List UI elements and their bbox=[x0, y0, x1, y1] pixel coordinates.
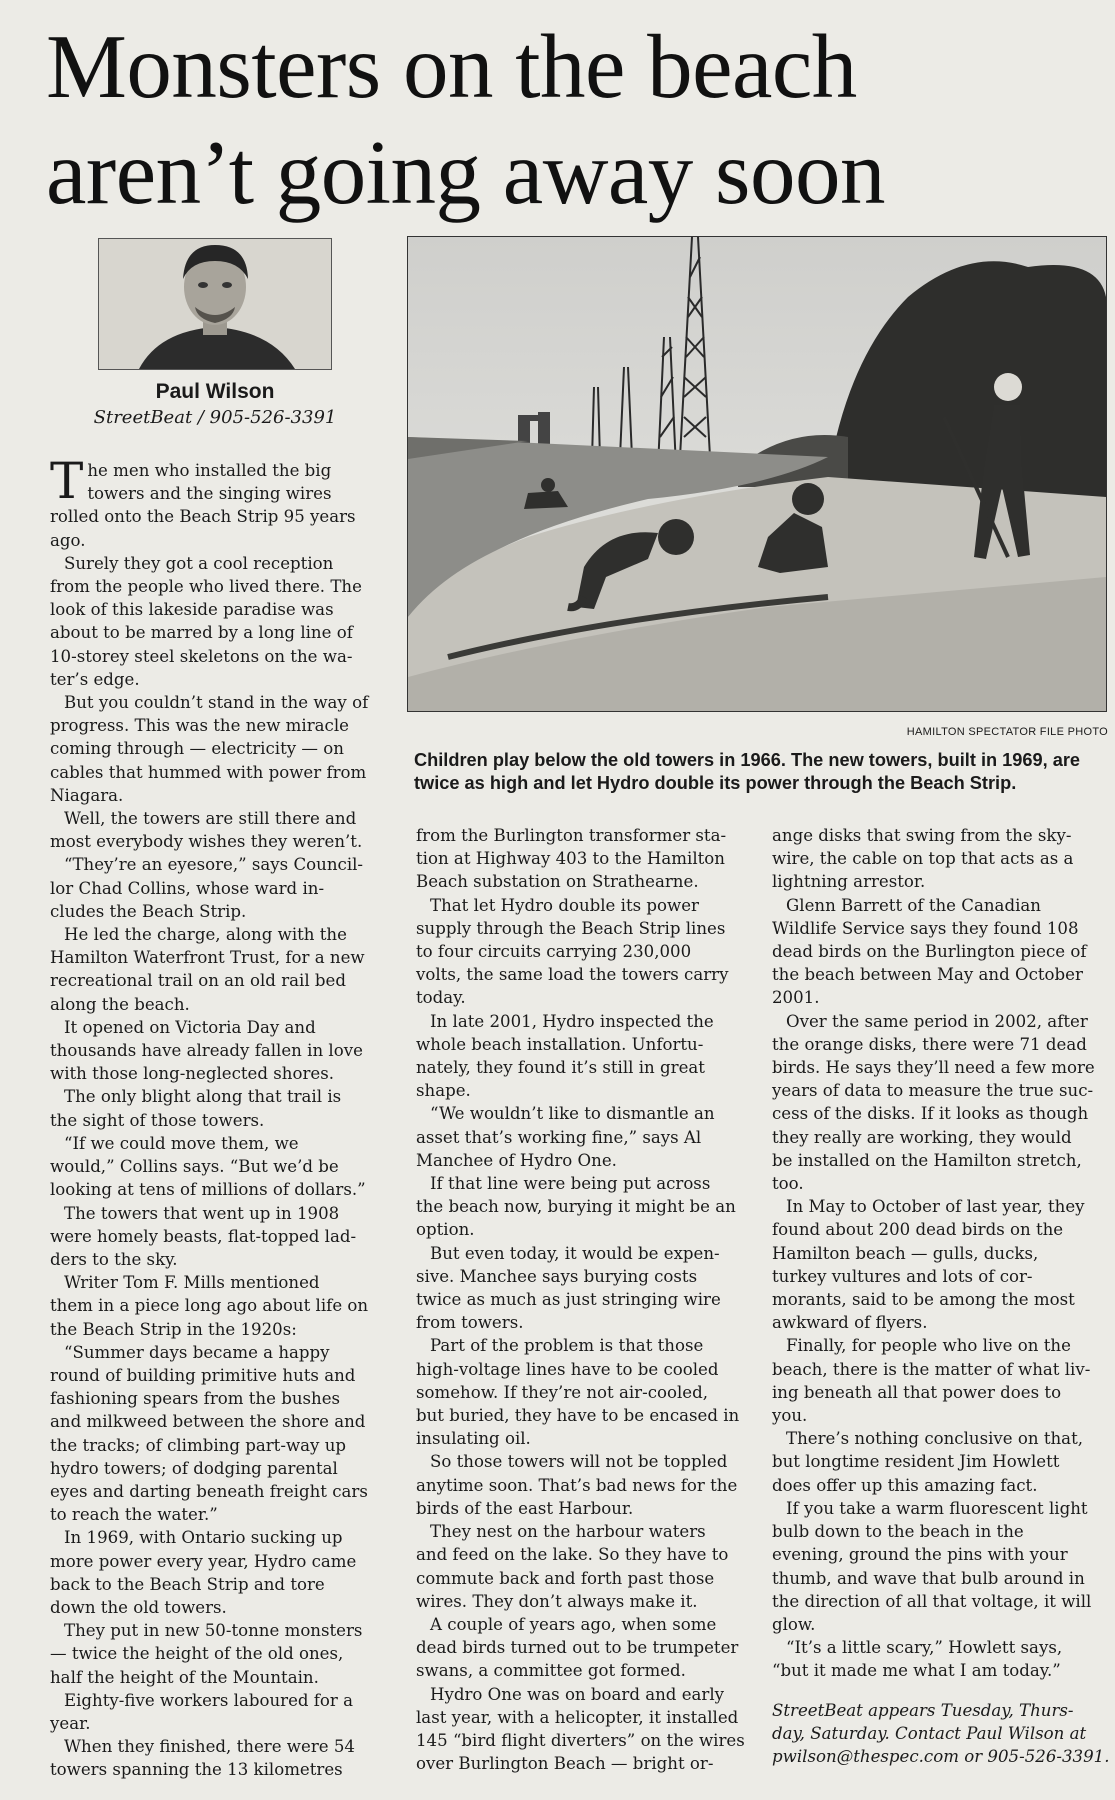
article-line: “We wouldn’t like to dismantle an bbox=[430, 1104, 715, 1124]
byline-column: StreetBeat / 905-526-3391 bbox=[93, 407, 337, 428]
article-line: If that line were being put across bbox=[430, 1174, 711, 1194]
article-line: nately, they found it’s still in great bbox=[416, 1058, 705, 1078]
article-line: That let Hydro double its power bbox=[430, 895, 699, 915]
article-line: Finally, for people who live on the bbox=[786, 1336, 1071, 1356]
article-line: today. bbox=[416, 988, 466, 1008]
article-line: option. bbox=[416, 1220, 475, 1240]
article-line: found about 200 dead birds on the bbox=[772, 1220, 1064, 1240]
article-line: In late 2001, Hydro inspected the bbox=[430, 1011, 714, 1031]
beach-photo bbox=[407, 236, 1107, 712]
article-line: beach, there is the matter of what liv- bbox=[772, 1359, 1091, 1379]
article-line: awkward of flyers. bbox=[772, 1313, 928, 1333]
article-line: But you couldn’t stand in the way of bbox=[64, 693, 369, 713]
article-line: cables that hummed with power from bbox=[50, 762, 367, 782]
article-column-3 bbox=[772, 824, 1112, 1768]
article-line: In 1969, with Ontario sucking up bbox=[64, 1528, 343, 1548]
article-line: along the beach. bbox=[50, 994, 190, 1014]
article-line: down the old towers. bbox=[50, 1597, 227, 1617]
article-column-2 bbox=[416, 824, 756, 1775]
article-line: dead birds turned out to be trumpeter bbox=[416, 1638, 739, 1658]
article-line: — twice the height of the old ones, bbox=[50, 1644, 344, 1664]
article-line: year. bbox=[50, 1713, 91, 1733]
article-line: to four circuits carrying 230,000 bbox=[416, 942, 692, 962]
article-line: The only blight along that trail is bbox=[64, 1087, 342, 1107]
article-line: high-voltage lines have to be cooled bbox=[416, 1359, 719, 1379]
article-line: fashioning spears from the bushes bbox=[50, 1389, 341, 1409]
headline-line-1: Monsters on the beach bbox=[46, 16, 857, 117]
article-line: Eighty-five workers laboured for a bbox=[64, 1690, 354, 1710]
article-line: “Summer days became a happy bbox=[64, 1342, 330, 1362]
article-line: wires. They don’t always make it. bbox=[416, 1591, 698, 1611]
article-line: from the people who lived there. The bbox=[50, 577, 362, 597]
article-line: shape. bbox=[416, 1081, 471, 1101]
headline bbox=[46, 14, 1086, 226]
article-line: but buried, they have to be encased in bbox=[416, 1406, 740, 1426]
article-line: towers and the singing wires bbox=[87, 484, 332, 504]
columnist-photo bbox=[98, 238, 332, 370]
article-line: eyes and darting beneath freight cars bbox=[50, 1481, 368, 1501]
article-line: half the height of the Mountain. bbox=[50, 1667, 319, 1687]
article-line: progress. This was the new miracle bbox=[50, 716, 349, 736]
article-line: cess of the disks. If it looks as though bbox=[772, 1104, 1089, 1124]
article-line: years of data to measure the true suc- bbox=[772, 1081, 1094, 1101]
headline-line-2: aren’t going away soon bbox=[46, 122, 885, 223]
article-line: bulb down to the beach in the bbox=[772, 1522, 1024, 1542]
article-line: evening, ground the pins with your bbox=[772, 1545, 1068, 1565]
article-line: Wildlife Service says they found 108 bbox=[772, 918, 1079, 938]
article-line: Surely they got a cool reception bbox=[64, 553, 334, 573]
article-line: but longtime resident Jim Howlett bbox=[772, 1452, 1060, 1472]
article-line: Hamilton Waterfront Trust, for a new bbox=[50, 948, 365, 968]
article-line: look of this lakeside paradise was bbox=[50, 600, 334, 620]
article-line: They nest on the harbour waters bbox=[430, 1522, 706, 1542]
article-line: If you take a warm fluorescent light bbox=[786, 1498, 1088, 1518]
article-line: to reach the water.” bbox=[50, 1505, 218, 1525]
article-line: birds of the east Harbour. bbox=[416, 1498, 634, 1518]
article-line: last year, with a helicopter, it installed bbox=[416, 1707, 739, 1727]
article-line: turkey vultures and lots of cor- bbox=[772, 1266, 1033, 1286]
article-line: Glenn Barrett of the Canadian bbox=[786, 895, 1041, 915]
article-line: Part of the problem is that those bbox=[430, 1336, 704, 1356]
article-line: Well, the towers are still there and bbox=[64, 809, 357, 829]
article-line: dead birds on the Burlington piece of bbox=[772, 942, 1087, 962]
article-line: the direction of all that voltage, it will bbox=[772, 1591, 1092, 1611]
photo-credit: HAMILTON SPECTATOR FILE PHOTO bbox=[906, 726, 1108, 738]
article-line: lor Chad Collins, whose ward in- bbox=[50, 878, 325, 898]
article-line: would,” Collins says. “But we’d be bbox=[50, 1157, 339, 1177]
article-line: Writer Tom F. Mills mentioned bbox=[64, 1273, 320, 1293]
article-line: and feed on the lake. So they have to bbox=[416, 1545, 729, 1565]
article-line: “If we could move them, we bbox=[64, 1133, 299, 1153]
article-line: whole beach installation. Unfortu- bbox=[416, 1034, 704, 1054]
article-line: the orange disks, there were 71 dead bbox=[772, 1034, 1087, 1054]
article-line: In May to October of last year, they bbox=[786, 1197, 1085, 1217]
article-line: volts, the same load the towers carry bbox=[416, 965, 729, 985]
article-line: the Beach Strip in the 1920s: bbox=[50, 1319, 297, 1339]
byline-name: Paul Wilson bbox=[155, 380, 275, 403]
article-line: ders to the sky. bbox=[50, 1249, 178, 1269]
article-line: 2001. bbox=[772, 988, 820, 1008]
article-line: from towers. bbox=[416, 1313, 524, 1333]
article-line: “They’re an eyesore,” says Council- bbox=[64, 855, 364, 875]
article-line: wire, the cable on top that acts as a bbox=[772, 849, 1074, 869]
article-line: Over the same period in 2002, after bbox=[786, 1011, 1088, 1031]
article-line: Hamilton beach — gulls, ducks, bbox=[772, 1243, 1039, 1263]
article-line: insulating oil. bbox=[416, 1429, 531, 1449]
article-line: he men who installed the big bbox=[87, 461, 332, 480]
article-line: There’s nothing conclusive on that, bbox=[786, 1429, 1084, 1449]
article-line: more power every year, Hydro came bbox=[50, 1551, 357, 1571]
article-line: round of building primitive huts and bbox=[50, 1365, 356, 1385]
article-line: But even today, it would be expen- bbox=[430, 1243, 720, 1263]
article-line: somehow. If they’re not air-cooled, bbox=[416, 1382, 709, 1402]
article-line: lightning arrestor. bbox=[772, 872, 926, 892]
article-line: ter’s edge. bbox=[50, 669, 140, 689]
article-line: It opened on Victoria Day and bbox=[64, 1017, 316, 1037]
article-line: Manchee of Hydro One. bbox=[416, 1150, 617, 1170]
article-line: the sight of those towers. bbox=[50, 1110, 265, 1130]
article-line: They put in new 50-tonne monsters bbox=[64, 1621, 363, 1641]
columnist-portrait-icon bbox=[99, 239, 331, 369]
article-line: recreational trail on an old rail bed bbox=[50, 971, 346, 991]
article-line: the beach now, burying it might be an bbox=[416, 1197, 736, 1217]
article-line: them in a piece long ago about life on bbox=[50, 1296, 369, 1316]
article-line: too. bbox=[772, 1174, 804, 1194]
article-line: supply through the Beach Strip lines bbox=[416, 918, 726, 938]
article-line: with those long-neglected shores. bbox=[50, 1064, 334, 1084]
article-line: swans, a committee got formed. bbox=[416, 1661, 686, 1681]
article-line: So those towers will not be toppled bbox=[430, 1452, 728, 1472]
article-line: When they finished, there were 54 bbox=[64, 1737, 355, 1757]
article-line: Niagara. bbox=[50, 785, 124, 805]
article-column-1 bbox=[50, 452, 390, 1782]
article-line: glow. bbox=[772, 1614, 816, 1634]
article-line: twice as much as just stringing wire bbox=[416, 1290, 721, 1310]
article-line: cludes the Beach Strip. bbox=[50, 901, 247, 921]
article-line: morants, said to be among the most bbox=[772, 1290, 1075, 1310]
article-line: towers spanning the 13 kilometres bbox=[50, 1760, 343, 1780]
article-line: most everybody wishes they weren’t. bbox=[50, 832, 363, 852]
article-line: Hydro One was on board and early bbox=[430, 1684, 725, 1704]
article-line: the tracks; of climbing part-way up bbox=[50, 1435, 347, 1455]
article-line: 145 “bird flight diverters” on the wires bbox=[416, 1730, 745, 1750]
article-line: A couple of years ago, when some bbox=[430, 1614, 717, 1634]
article-line: Beach substation on Strathearne. bbox=[416, 872, 699, 892]
article-line: ange disks that swing from the sky- bbox=[772, 826, 1072, 845]
article-line: coming through — electricity — on bbox=[50, 739, 344, 759]
article-line: “but it made me what I am today.” bbox=[772, 1661, 1061, 1681]
article-line: sive. Manchee says burying costs bbox=[416, 1266, 698, 1286]
caption-line-2: twice as high and let Hydro double its power through the Beach Strip. bbox=[414, 773, 1017, 793]
article-line: looking at tens of millions of dollars.” bbox=[50, 1180, 366, 1200]
article-line: “It’s a little scary,” Howlett says, bbox=[786, 1638, 1063, 1658]
article-line: anytime soon. That’s bad news for the bbox=[416, 1475, 738, 1495]
dropcap: T bbox=[50, 452, 84, 510]
photo-caption bbox=[414, 749, 1108, 795]
beach-towers-photo-icon bbox=[408, 237, 1106, 711]
article-line: thumb, and wave that bulb around in bbox=[772, 1568, 1085, 1588]
article-line: hydro towers; of dodging parental bbox=[50, 1458, 338, 1478]
article-line: ing beneath all that power does to bbox=[772, 1382, 1062, 1402]
article-line: about to be marred by a long line of bbox=[50, 623, 353, 643]
article-line: they really are working, they would bbox=[772, 1127, 1072, 1147]
tagline-line: day, Saturday. Contact Paul Wilson at bbox=[772, 1723, 1087, 1743]
article-line: and milkweed between the shore and bbox=[50, 1412, 366, 1432]
article-line: the beach between May and October bbox=[772, 965, 1083, 985]
article-line: ago. bbox=[50, 530, 86, 550]
article-line: you. bbox=[772, 1406, 808, 1426]
tagline-line: pwilson@thespec.com or 905-526-3391. bbox=[772, 1746, 1110, 1766]
article-line: rolled onto the Beach Strip 95 years bbox=[50, 507, 356, 527]
article-line: 10-storey steel skeletons on the wa- bbox=[50, 646, 353, 666]
article-line: asset that’s working fine,” says Al bbox=[416, 1127, 702, 1147]
article-line: from the Burlington transformer sta- bbox=[416, 826, 727, 845]
article-line: The towers that went up in 1908 bbox=[64, 1203, 340, 1223]
caption-line-1: Children play below the old towers in 1966. The new towers, built in 1969, are bbox=[414, 750, 1081, 770]
article-line: were homely beasts, flat-topped lad- bbox=[50, 1226, 357, 1246]
article-line: be installed on the Hamilton stretch, bbox=[772, 1150, 1082, 1170]
article-line: thousands have already fallen in love bbox=[50, 1041, 363, 1061]
article-line: over Burlington Beach — bright or- bbox=[416, 1754, 714, 1774]
article-line: does offer up this amazing fact. bbox=[772, 1475, 1038, 1495]
article-line: back to the Beach Strip and tore bbox=[50, 1574, 325, 1594]
article-line: tion at Highway 403 to the Hamilton bbox=[416, 849, 725, 869]
tagline-line: StreetBeat appears Tuesday, Thurs- bbox=[772, 1700, 1074, 1720]
article-line: commute back and forth past those bbox=[416, 1568, 715, 1588]
article-line: birds. He says they’ll need a few more bbox=[772, 1058, 1095, 1078]
article-line: He led the charge, along with the bbox=[64, 925, 347, 945]
